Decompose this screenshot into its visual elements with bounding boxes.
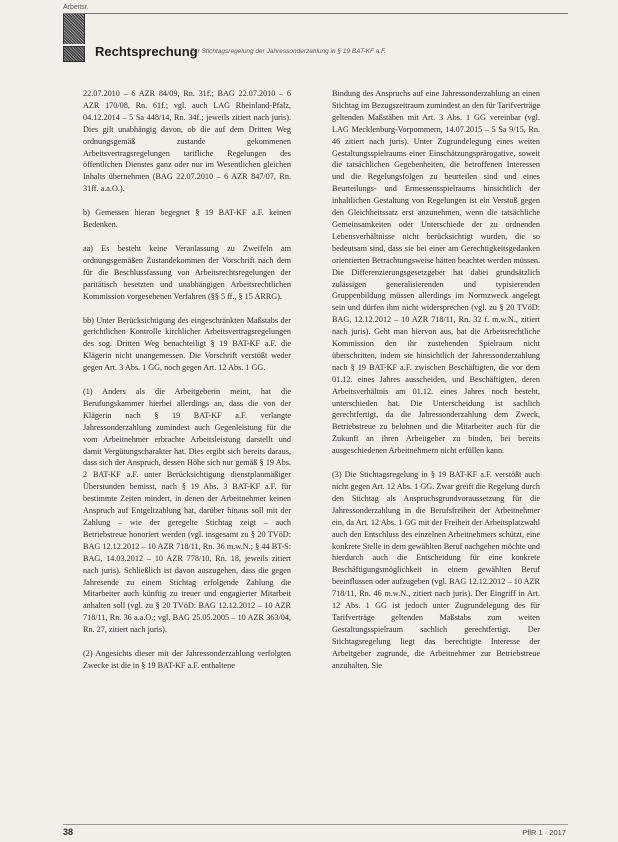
section-label: Arbeitsr.	[63, 4, 89, 11]
header-subtitle: Zur Stichtagsregelung der Jahressonderzahlung in § 19 BAT-KF a.F.	[190, 48, 386, 55]
right-text-column	[332, 88, 540, 684]
section-marker-icon	[63, 46, 85, 62]
section-marker-bar	[63, 14, 85, 44]
paragraph: 22.07.2010 – 6 AZR 84/09, Rn. 31f.; BAG 22.07.2010 – 6 AZR 170/08, Rn. 61f.; vgl. auch LAG Rheinland-Pfalz, 04.12.2014 – 5 Sa 448/14, Rn. 34f.; jeweils zitiert nach juris). Dies gilt unabhängig davon, ob die auf dem Dritten Weg ordnungsgemäß zustande gekommenen Arbeitsvertragsregelungen tarifliche Regelungen des öffentlichen Dienstes ganz oder nur im Wesentlichen gleichen Inhalts übernehmen (BAG 22.07.2010 – 6 AZR 847/07, Rn. 31ff. a.a.O.).	[83, 89, 291, 194]
left-text-column	[83, 88, 291, 684]
paragraph: b) Gemessen hieran begegnet § 19 BAT-KF a.F. keinen Bedenken.	[83, 208, 291, 230]
paragraph: aa) Es besteht keine Veranlassung zu Zweifeln am ordnungsgemäßen Zustandekommen der Vorschrift nach dem für die Beschlussfassung von Arbeitsrechtsregelungen der paritätisch besetzten und unabhängigen Arbeitsrechtlichen Kommission vorgesehenen Verfahren (§§ 5 ff., § 15 ARRG).	[83, 243, 291, 301]
paragraph: (2) Angesichts dieser mit der Jahressonderzahlung verfolgten Zwecke ist die in § 19 BAT-KF a.F. enthaltene	[83, 649, 291, 670]
header-rule	[63, 13, 568, 14]
footer-rule	[63, 824, 568, 825]
journal-issue: PflR 1 · 2017	[522, 828, 566, 837]
header-title: Rechtsprechung	[95, 44, 198, 59]
paragraph: (1) Anders als die Arbeitgeberin meint, hat die Berufungskammer hierbei allerdings an, dass die von der Klägerin nach § 19 BAT-KF a.F. verlangte Jahressonderzahlung zumindest auch Gegenleistung für die vom Arbeitnehmer erbrachte Arbeitsleistung darstellt und damit Vergütungscharakter hat. Dies ergibt sich bereits daraus, dass sich der Anspruch, dessen Höhe sich nur gemäß § 19 Abs. 2 BAT-KF a.F. unter Berücksichtigung dienstplanmäßiger Überstunden bemisst, nach § 19 Abs. 3 BAT-KF a.F. für bestimmte Zeiten mindert, in denen der Arbeitnehmer keinen Anspruch auf Entgeltzahlung hat, darüber hinaus soll mit der Zahlung – wie der geregelte Stichtag zeigt – auch Betriebstreue honoriert werden (vgl. insgesamt zu § 20 TVöD: BAG 12.12.2012 – 10 AZR 718/11, Rn. 36 m.w.N.; § 44 BT-S: BAG, 14.03.2012 – 10 AZR 778/10, Rn. 18, jeweils zitiert nach juris). Schließlich ist davon auszugehen, dass die gegen Jahresende zu einem Stichtag erfolgende Zahlung die Mitarbeiter auch künftig zu treuer und engagierter Mitarbeit anhalten soll (vgl. zu § 20 TVöD: BAG 12.12.2012 – 10 AZR 718/11, Rn. 36 a.a.O.; vgl. BAG 25.05.2005 – 10 AZR 363/04, Rn. 27, zitiert nach juris).	[83, 387, 291, 635]
paragraph: (3) Die Stichtagsregelung in § 19 BAT-KF a.F. verstößt auch nicht gegen Art. 12 Abs. 1 GG. Zwar greift die Regelung durch den Stichtag als Anspruchsgrundvoraussetzung für die Jahressonderzahlung in die Berufsfreiheit der Arbeitnehmer ein, da Art. 12 Abs. 1 GG mit der Freiheit der Arbeitsplatzwahl auch den Entschluss des einzelnen Arbeitnehmers schützt, eine konkrete Stelle in dem gewählten Beruf nachgehen möchte und hierdurch auch die Entscheidung für eine konkrete Beschäftigungsmöglichkeit in einem gewählten Beruf beeinflussen oder aufzugeben (vgl. BAG 12.12.2012 – 10 AZR 718/11, Rn. 46 m.w.N., zitiert nach juris). Der Eingriff in Art. 12 Abs. 1 GG ist jedoch unter Zugrundelegung des für Tarifverträge geltenden Maßstabs zum weiten Gestaltungsspielraum sachlich gerechtfertigt. Der Stichtagsregelung liegt das berechtigte Interesse der Arbeitgeber zugrunde, die Arbeitnehmer zur Betriebstreue anzuhalten. Sie	[332, 470, 540, 670]
page-number: 38	[63, 827, 74, 837]
paragraph: Bindung des Anspruchs auf eine Jahressonderzahlung an einen Stichtag im Bezugszeitraum zumindest an den für Tarifverträge geltenden Maßstäben mit Art. 3 Abs. 1 GG vereinbar (vgl. LAG Mecklenburg-Vorpommern, 14.07.2015 – 5 Sa 9/15, Rn. 46 zitiert nach juris). Unter Zugrundelegung eines weiten Gestaltungsspielraums einer Einschätzungsprärogative, soweit die tatsächlichen Gegebenheiten, die betroffenen Interessen und die Regelungsfolgen zu beurteilen sind und eines Beurteilungs- und Ermessensspielraums hinsichtlich der inhaltlichen Gestaltung von Regelungen ist ein Verstoß gegen den Gleichheitssatz erst anzunehmen, wenn die tatsächliche Gemeinsamkeiten oder Unterschiede der zu ordnenden Lebensverhältnisse nicht berücksichtigt wurden, die so bedeutsam sind, dass sie bei einer am Gerechtigkeitsgedanken orientierten Betrachtungsweise hätten beachtet werden müssen. Die Differenzierungsgesetzgeber hat dabei grundsätzlich zulässigen generalisierenden und typisierenden Gruppenbildung müssen allerdings im Normzweck angelegt sein und dürfen ihm nicht widersprechen (vgl. zu § 20 TVöD: BAG, 12.12.2012 – 10 AZR 718/11, Rn. 32 f. m.w.N., zitiert nach juris). Geht man hiervon aus, hat die Arbeitsrechtliche Kommission den ihr zustehenden Spielraum nicht überschritten, indem sie hinsichtlich der Jahressonderzahlung nach § 19 BAT-KF a.F. zwischen Beschäftigten, die vor dem 01.12. eines Jahres ausscheiden, und Beschäftigten, deren Arbeitsverhältnis am 01.12. eines Jahres noch besteht, unterschieden hat. Die Unterscheidung ist sachlich gerechtfertigt, da die Jahressonderzahlung dem Zweck, Betriebstreue zu belohnen und die Mitarbeiter auch für die Zukunft an ihren Arbeitgeber zu binden, bei bereits ausgeschiedenen Arbeitnehmern nicht erfüllen kann.	[332, 89, 540, 456]
paragraph: bb) Unter Berücksichtigung des eingeschränkten Maßstabs der gerichtlichen Kontrolle kirchlicher Arbeitsvertragsregelungen des sog. Dritten Weg benachteiligt § 19 BAT-KF a.F. die Klägerin nicht unangemessen. Die Vorschrift verstößt weder gegen Art. 3 Abs. 1 GG, noch gegen Art. 12 Abs. 1 GG.	[83, 315, 291, 373]
